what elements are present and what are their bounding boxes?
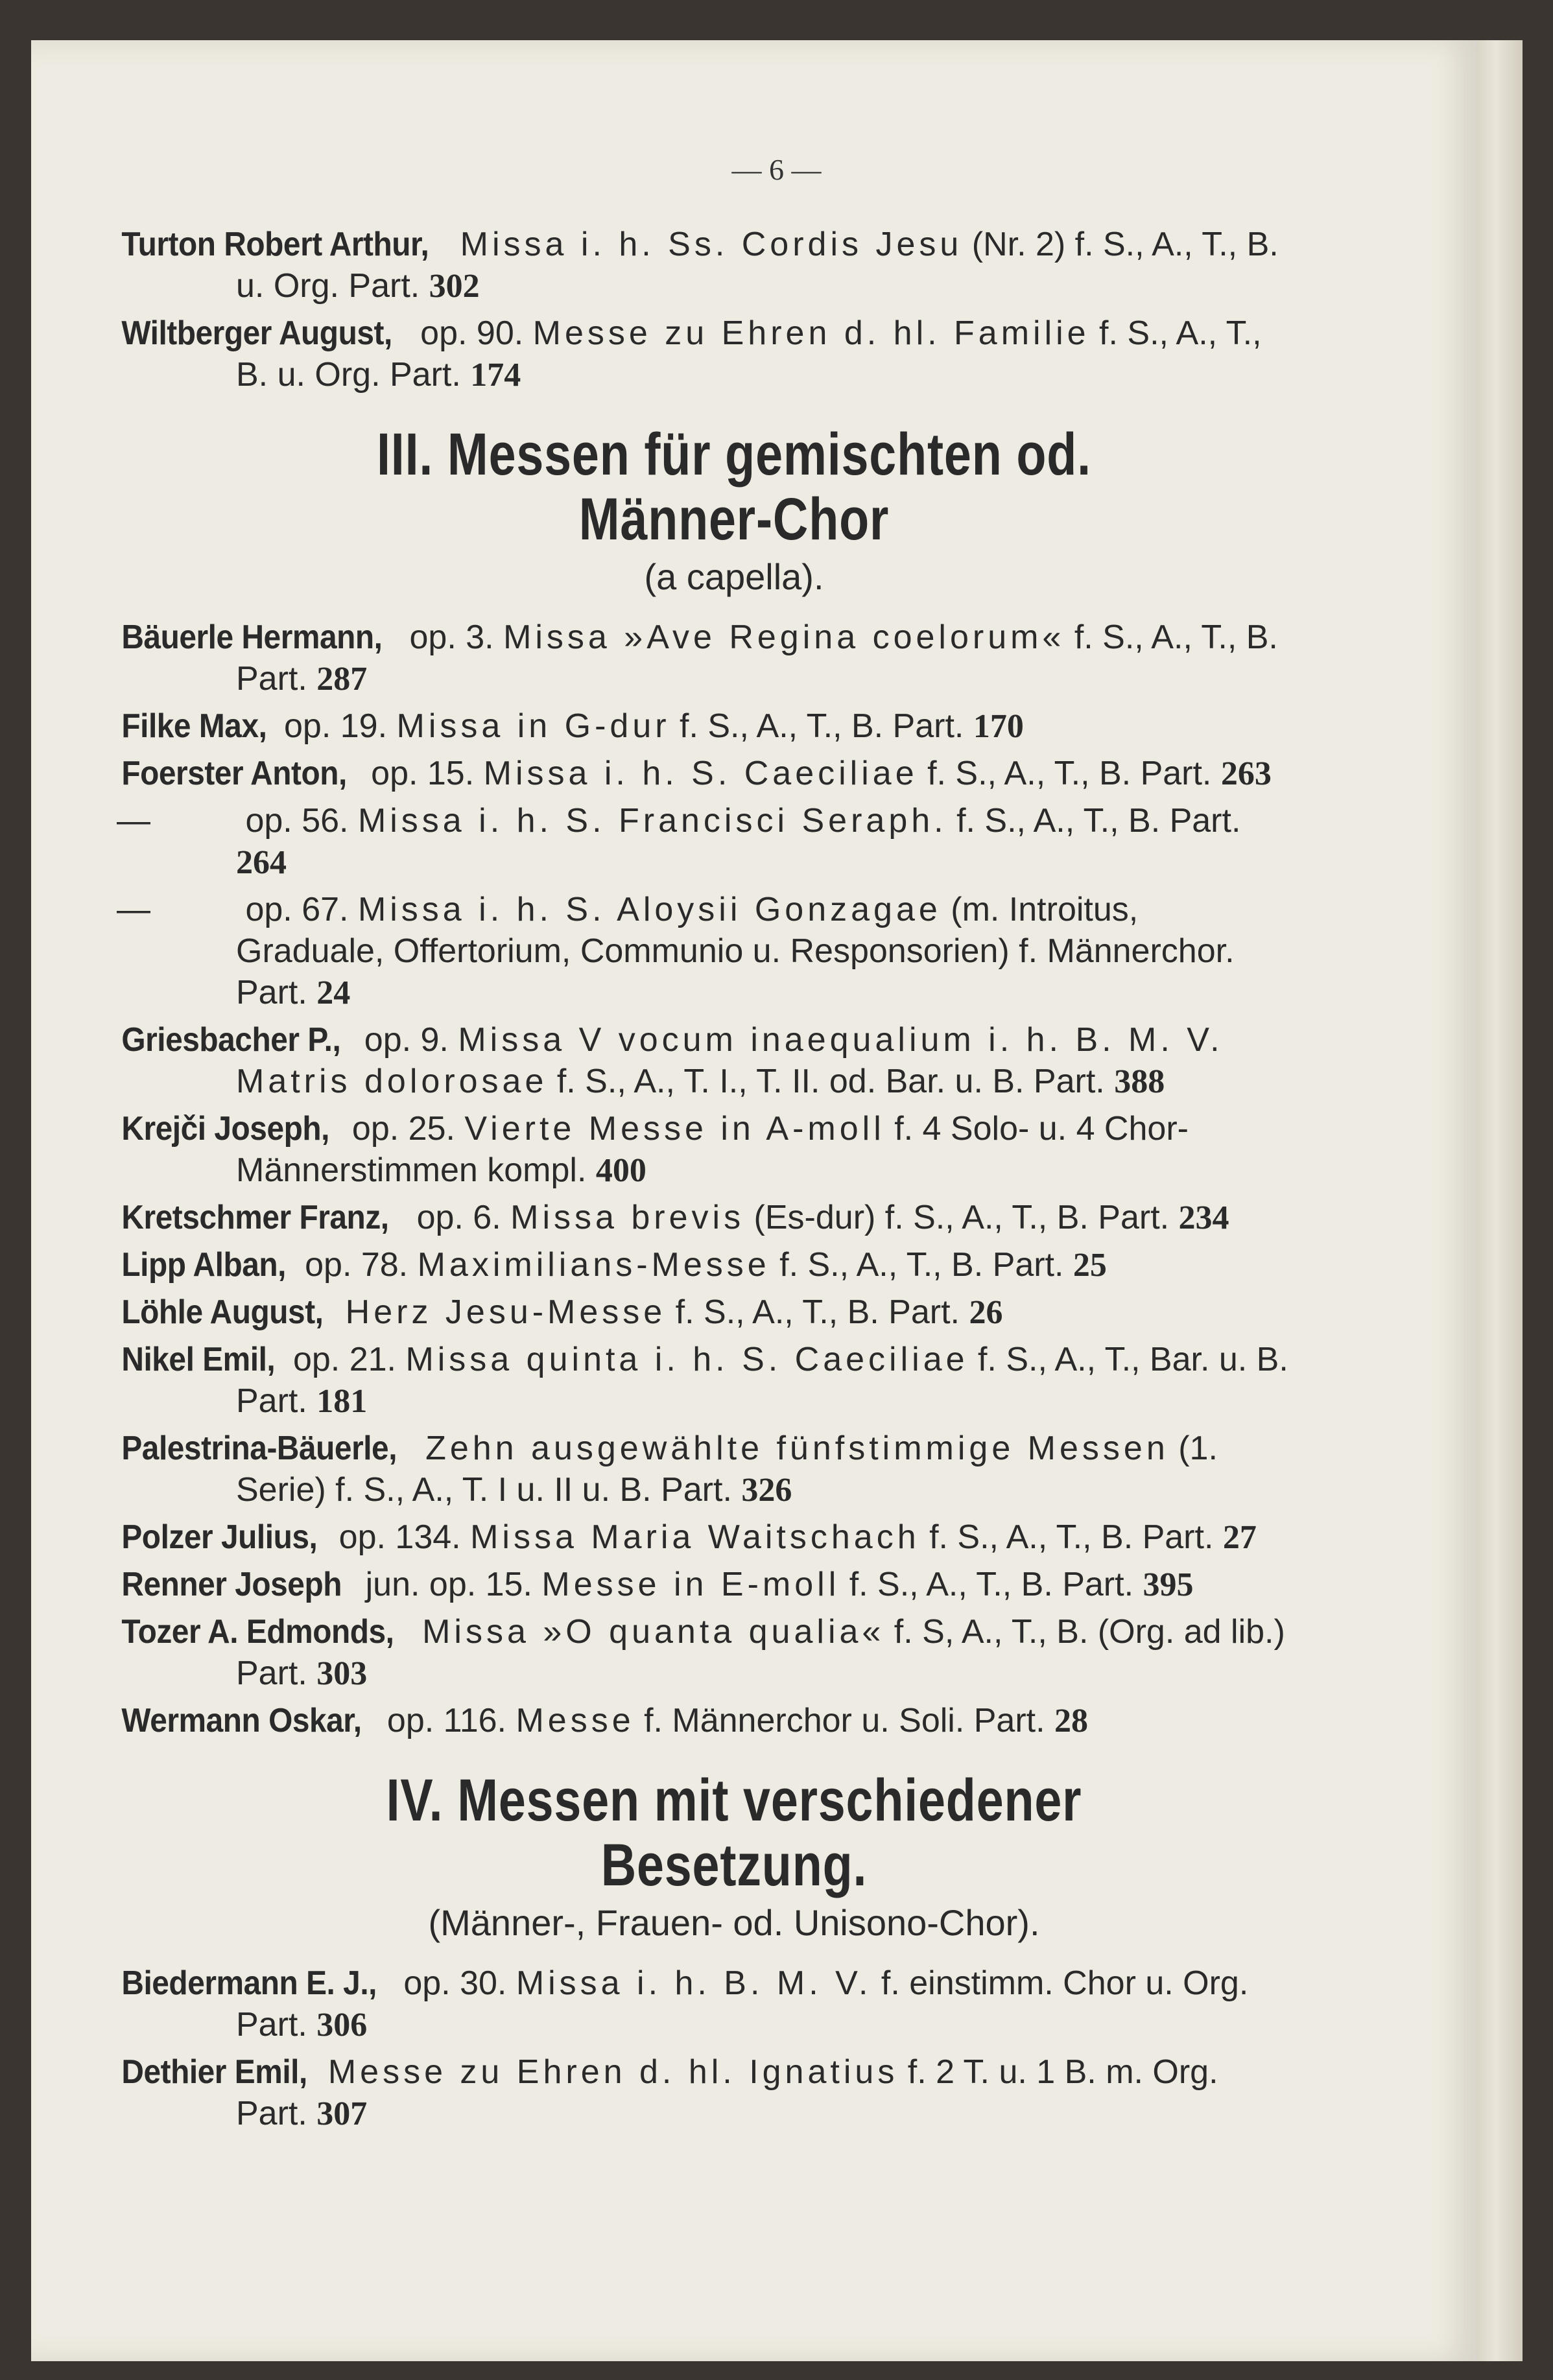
voicing: f. S., A., T., B. Part. bbox=[849, 1566, 1134, 1603]
opus-number: jun. op. 15. bbox=[365, 1566, 532, 1603]
part-number: 25 bbox=[1073, 1247, 1107, 1284]
section-heading-iv: IV. Messen mit verschiedener Besetzung. bbox=[386, 1767, 1082, 1898]
catalog-entry bbox=[117, 800, 1292, 884]
catalog-entry bbox=[121, 2051, 1292, 2135]
voicing: f. S., A., T., B. Part. bbox=[236, 619, 1278, 698]
catalog-entry bbox=[121, 1019, 1292, 1103]
opus-number: op. 116. bbox=[386, 1702, 506, 1739]
composer-name: Foerster Anton, bbox=[121, 755, 347, 792]
catalog-list-iii bbox=[117, 617, 1292, 1742]
composer-name: Löhle August, bbox=[121, 1293, 324, 1331]
composer-name: Wermann Oskar, bbox=[121, 1702, 362, 1739]
opus-number: op. 9. bbox=[364, 1021, 449, 1059]
part-number: 181 bbox=[316, 1383, 368, 1420]
mass-title: Missa i. h. S. Caeciliae bbox=[483, 755, 918, 792]
mass-title: Messe zu Ehren d. hl. Ignatius bbox=[327, 2053, 899, 2091]
mass-title: Missa Maria Waitschach bbox=[470, 1518, 920, 1556]
catalog-entry bbox=[121, 1962, 1292, 2046]
opus-number: op. 90. bbox=[420, 314, 524, 352]
catalog-entry bbox=[121, 1564, 1292, 1606]
part-number: 26 bbox=[969, 1294, 1003, 1331]
catalog-entry bbox=[121, 312, 1292, 396]
composer-name: Turton Robert Arthur, bbox=[121, 226, 429, 263]
composer-name: Filke Max, bbox=[121, 707, 267, 745]
composer-name: Renner Joseph bbox=[121, 1566, 342, 1603]
voicing: f. S., A., T., Bar. u. B. Part. bbox=[236, 1341, 1288, 1420]
catalog-entry bbox=[121, 1611, 1292, 1695]
catalog-entry bbox=[121, 1244, 1292, 1286]
part-number: 234 bbox=[1178, 1199, 1229, 1236]
voicing: f. S., A., T., B. Part. bbox=[929, 1518, 1214, 1556]
part-number: 326 bbox=[741, 1472, 792, 1509]
mass-title: Missa brevis bbox=[510, 1199, 745, 1236]
opus-number: op. 6. bbox=[416, 1199, 501, 1236]
section-subheading-iii: (a capella). bbox=[644, 556, 824, 597]
catalog-content bbox=[117, 224, 1292, 2140]
part-number: 303 bbox=[316, 1655, 368, 1692]
mass-title: Missa i. h. Ss. Cordis Jesu bbox=[460, 226, 963, 263]
mass-title: Missa i. h. S. Aloysii Gonzagae bbox=[357, 891, 942, 928]
part-number: 263 bbox=[1220, 755, 1272, 792]
voicing: f. S., A., T., B. u. Org. Part. bbox=[236, 314, 1262, 394]
opus-number: op. 56. bbox=[245, 802, 349, 840]
composer-name: Palestrina-Bäuerle, bbox=[121, 1430, 397, 1467]
mass-title: Missa in G-dur bbox=[396, 707, 670, 745]
opus-number: op. 78. bbox=[305, 1246, 409, 1284]
opus-number: op. 134. bbox=[338, 1518, 461, 1556]
section-heading-iii: III. Messen für gemischten od. Männer-Chor bbox=[377, 421, 1091, 552]
voicing: (Nr. 2) f. S., A., T., B. u. Org. Part. bbox=[236, 226, 1279, 305]
composer-name: Dethier Emil, bbox=[121, 2053, 307, 2091]
composer-name: Lipp Alban, bbox=[121, 1246, 286, 1284]
mass-title: Missa »O quanta qualia« bbox=[422, 1613, 885, 1651]
mass-title: Missa i. h. S. Francisci Seraph. bbox=[357, 802, 947, 840]
catalog-list-top bbox=[121, 224, 1292, 396]
section-subheading-iv: (Männer-, Frauen- od. Unisono-Chor). bbox=[428, 1902, 1040, 1943]
repeat-dash: — bbox=[117, 891, 150, 928]
catalog-entry bbox=[121, 1700, 1292, 1742]
part-number: 400 bbox=[595, 1152, 646, 1189]
composer-name: Tozer A. Edmonds, bbox=[121, 1613, 394, 1651]
composer-name: Bäuerle Hermann, bbox=[121, 619, 383, 656]
voicing: f. 2 T. u. 1 B. m. Org. Part. bbox=[236, 2053, 1218, 2132]
mass-title: Vierte Messe in A-moll bbox=[464, 1110, 885, 1148]
mass-title: Zehn ausgewählte fünfstimmige Messen bbox=[425, 1430, 1169, 1467]
opus-number: op. 3. bbox=[409, 619, 494, 656]
composer-name: Kretschmer Franz, bbox=[121, 1199, 389, 1236]
voicing: f. S., A., T., B. Part. bbox=[675, 1293, 960, 1331]
opus-number: op. 15. bbox=[371, 755, 475, 792]
voicing: (1. Serie) f. S., A., T. I u. II u. B. Part. bbox=[236, 1430, 1218, 1509]
part-number: 174 bbox=[470, 357, 521, 394]
mass-title: Missa V vocum inaequalium i. h. B. M. V. Matris dolorosae bbox=[236, 1021, 1224, 1100]
voicing: f. 4 Solo- u. 4 Chor-Männerstimmen kompl. bbox=[236, 1110, 1189, 1189]
catalog-entry bbox=[121, 224, 1292, 307]
opus-number: op. 19. bbox=[284, 707, 388, 745]
part-number: 28 bbox=[1054, 1703, 1089, 1739]
mass-title: Messe zu Ehren d. hl. Familie bbox=[532, 314, 1090, 352]
part-number: 395 bbox=[1143, 1566, 1194, 1603]
opus-number: op. 67. bbox=[245, 891, 349, 928]
catalog-entry bbox=[121, 1516, 1292, 1559]
catalog-entry bbox=[121, 753, 1292, 795]
mass-title: Missa quinta i. h. S. Caeciliae bbox=[405, 1341, 969, 1378]
catalog-entry bbox=[117, 889, 1292, 1014]
catalog-list-iv bbox=[121, 1962, 1292, 2135]
opus-number: op. 25. bbox=[351, 1110, 455, 1148]
voicing: f. S., A., T., B. Part. bbox=[927, 755, 1212, 792]
part-number: 24 bbox=[316, 974, 351, 1011]
voicing: f. S, A., T., B. (Org. ad lib.) Part. bbox=[236, 1613, 1285, 1692]
repeat-dash: — bbox=[117, 802, 150, 840]
catalog-entry bbox=[121, 1428, 1292, 1511]
catalog-entry bbox=[121, 1339, 1292, 1422]
voicing: (m. Introitus, Graduale, Offertorium, Communio u. Responsorien) f. Männerchor. Part. bbox=[236, 891, 1235, 1011]
book-spine bbox=[1477, 40, 1523, 2361]
mass-title: Missa i. h. B. M. V. bbox=[516, 1964, 872, 2002]
part-number: 388 bbox=[1114, 1063, 1165, 1100]
mass-title: Maximilians-Messe bbox=[417, 1246, 770, 1284]
voicing: f. einstimm. Chor u. Org. Part. bbox=[236, 1964, 1249, 2044]
composer-name: Griesbacher P., bbox=[121, 1021, 341, 1059]
opus-number: op. 21. bbox=[292, 1341, 396, 1378]
catalog-entry bbox=[121, 1291, 1292, 1334]
voicing: f. S., A., T., B. Part. bbox=[680, 707, 964, 745]
composer-name: Biedermann E. J., bbox=[121, 1964, 377, 2002]
part-number: 264 bbox=[236, 844, 287, 881]
opus-number: op. 30. bbox=[403, 1964, 507, 2002]
catalog-entry bbox=[121, 1108, 1292, 1192]
voicing: f. Männerchor u. Soli. Part. bbox=[644, 1702, 1045, 1739]
part-number: 27 bbox=[1222, 1519, 1257, 1556]
voicing: f. S., A., T., B. Part. bbox=[956, 802, 1241, 840]
part-number: 170 bbox=[973, 708, 1024, 745]
mass-title: Missa »Ave Regina coelorum« bbox=[503, 619, 1065, 656]
mass-title: Messe in E-moll bbox=[541, 1566, 840, 1603]
part-number: 287 bbox=[316, 661, 368, 698]
catalog-entry bbox=[121, 617, 1292, 700]
composer-name: Nikel Emil, bbox=[121, 1341, 276, 1378]
mass-title: Herz Jesu-Messe bbox=[345, 1293, 667, 1331]
composer-name: Polzer Julius, bbox=[121, 1518, 318, 1556]
composer-name: Wiltberger August, bbox=[121, 314, 392, 352]
composer-name: Krejči Joseph, bbox=[121, 1110, 329, 1148]
voicing: f. S., A., T., B. Part. bbox=[779, 1246, 1064, 1284]
part-number: 306 bbox=[316, 2007, 368, 2044]
mass-title: Messe bbox=[516, 1702, 635, 1739]
voicing: (Es-dur) f. S., A., T., B. Part. bbox=[753, 1199, 1170, 1236]
page-number: — 6 — bbox=[731, 153, 822, 186]
catalog-entry bbox=[121, 705, 1292, 748]
part-number: 307 bbox=[316, 2095, 368, 2132]
catalog-entry bbox=[121, 1197, 1292, 1239]
voicing: f. S., A., T. I., T. II. od. Bar. u. B. Part. bbox=[556, 1063, 1105, 1100]
part-number: 302 bbox=[429, 268, 480, 305]
